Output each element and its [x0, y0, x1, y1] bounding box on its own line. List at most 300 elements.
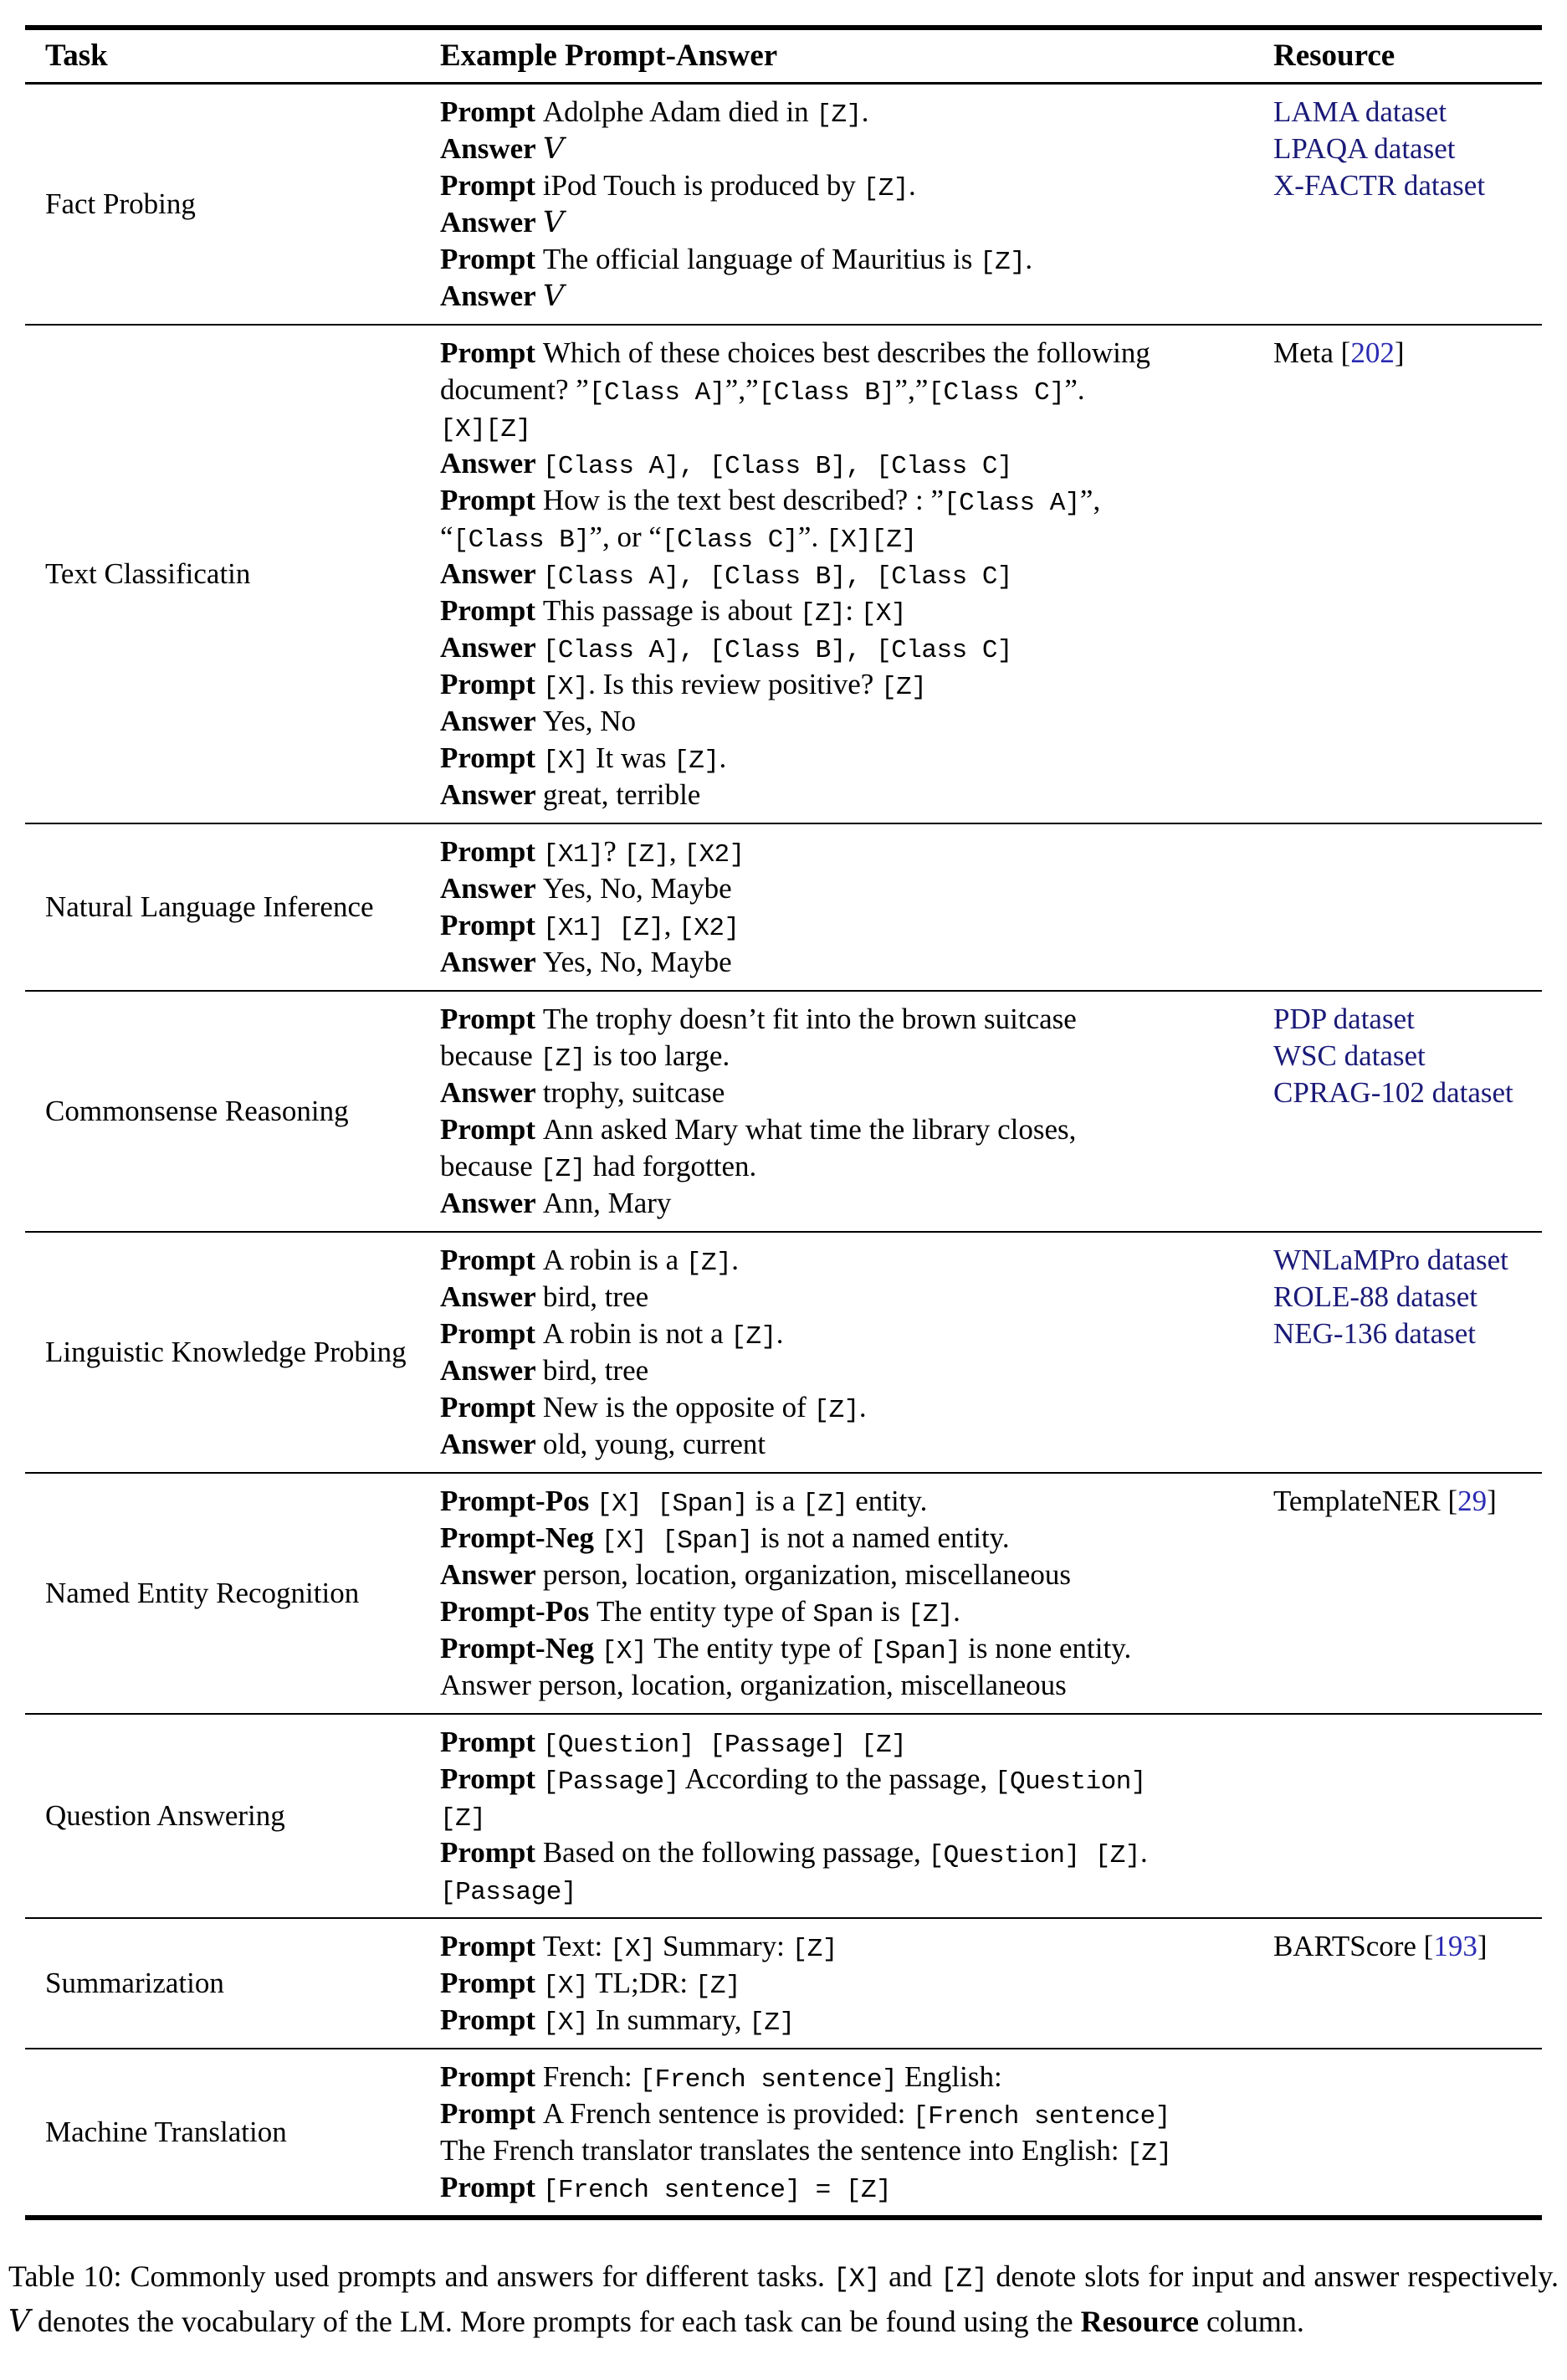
text-segment: Prompt: [440, 484, 543, 516]
text-segment: Prompt-Pos: [440, 1595, 597, 1628]
text-segment: because: [440, 1039, 540, 1072]
text-segment: ”,”: [894, 373, 929, 406]
text-segment: Answer: [440, 557, 543, 590]
text-segment: [Z]: [813, 1396, 859, 1425]
table-row: [25, 1715, 1542, 1919]
prompt-answer-line: [440, 592, 1253, 629]
prompt-answer-line: [440, 1483, 1253, 1520]
table-row: [25, 1919, 1542, 2049]
text-segment: [Z]: [540, 1044, 586, 1074]
resource-cell: [1253, 1001, 1542, 1222]
text-segment: document? ”: [440, 373, 589, 406]
task-cell: Fact Probing: [45, 187, 196, 220]
prompt-answer-line: [440, 482, 1253, 519]
text-segment: [Class C]: [928, 378, 1065, 408]
text-segment: ]: [1487, 1485, 1497, 1517]
text-segment: [Z]: [694, 1972, 741, 2001]
prompt-answer-line: [440, 1965, 1253, 2002]
text-segment: A robin is not a: [542, 1317, 731, 1350]
text-segment: Answer: [440, 1076, 543, 1109]
resource-cell: [1253, 834, 1542, 981]
prompt-answer-line: [440, 1038, 1253, 1075]
text-segment: [Z]: [800, 599, 846, 628]
text-segment: .: [1140, 1836, 1148, 1869]
text-segment: Answer: [440, 1558, 543, 1591]
text-segment: [Z]: [791, 1935, 837, 1964]
text-segment: ]: [1477, 1930, 1488, 1962]
text-segment: The entity type of: [647, 1632, 870, 1664]
text-segment: Answer: [440, 778, 543, 811]
text-segment: ”.: [797, 521, 826, 553]
example-prompt-answer-cell: [420, 834, 1253, 981]
text-segment: Text:: [542, 1930, 610, 1962]
text-segment: Prompt: [440, 2060, 543, 2093]
prompt-answer-line: [440, 278, 1253, 315]
task-cell: Question Answering: [45, 1799, 285, 1832]
text-segment: [X]: [542, 746, 589, 776]
text-segment: .: [953, 1595, 960, 1628]
text-segment: ”, or “: [589, 521, 662, 553]
text-segment: Prompt: [440, 835, 543, 868]
prompt-answer-line: [440, 1871, 1253, 1908]
text-segment: V: [542, 132, 565, 166]
prompt-answer-line: [440, 1557, 1253, 1593]
text-segment: Yes, No: [542, 705, 637, 737]
text-segment: is not a named entity.: [752, 1521, 1010, 1554]
resource-cell: [1253, 1724, 1542, 1908]
prompt-answer-line: [440, 1148, 1253, 1185]
text-segment: The entity type of: [596, 1595, 813, 1628]
text-segment: In summary,: [588, 2003, 750, 2036]
text-segment: Answer: [440, 447, 543, 480]
text-segment: Answer person, location, organization, miscellaneous: [440, 1669, 1067, 1701]
text-segment: Prompt: [440, 336, 543, 369]
resource-line: [1273, 131, 1542, 167]
example-prompt-answer-cell: [420, 94, 1253, 315]
text-segment: The official language of Mauritius is: [542, 243, 981, 275]
column-header-resource: Resource: [1273, 38, 1395, 73]
resource-line: [1273, 1001, 1542, 1038]
text-segment: This passage is about: [542, 594, 800, 627]
prompt-answer-line: [440, 629, 1253, 666]
text-segment: Prompt: [440, 1317, 543, 1350]
text-segment: Prompt-Pos: [440, 1485, 597, 1517]
text-segment: .: [719, 741, 727, 774]
text-segment: Prompt: [440, 243, 543, 275]
text-segment: BARTScore [: [1273, 1930, 1434, 1962]
text-segment: Prompt: [440, 909, 543, 941]
prompts-answers-table: [25, 25, 1542, 2220]
prompt-answer-line: [440, 1798, 1253, 1834]
table-caption: [8, 2255, 1559, 2343]
text-segment: Based on the following passage,: [542, 1836, 929, 1869]
prompt-answer-line: [440, 1075, 1253, 1111]
column-header-task: Task: [45, 38, 108, 73]
prompt-answer-line: [440, 666, 1253, 703]
prompt-answer-line: [440, 1761, 1253, 1798]
text-segment: denotes the vocabulary of the LM. More prompts for each task can be found using the: [30, 2305, 1081, 2338]
text-segment: [X]: [833, 2264, 881, 2295]
text-segment: [Z]: [440, 1804, 486, 1834]
text-segment: Ann, Mary: [542, 1187, 672, 1219]
text-segment: [X1] [Z]: [542, 914, 664, 943]
text-segment: [Class A], [Class B], [Class C]: [542, 636, 1013, 665]
text-segment: [Z]: [540, 1155, 586, 1184]
text-segment: .: [1025, 243, 1033, 275]
text-segment: Answer: [440, 872, 543, 905]
text-segment: Answer: [440, 1187, 543, 1219]
prompt-answer-line: [440, 1111, 1253, 1148]
text-segment: [Z]: [685, 1249, 732, 1278]
prompt-answer-line: [440, 241, 1253, 278]
text-segment: Prompt: [440, 741, 543, 774]
text-segment: Answer: [440, 631, 543, 664]
text-segment: is a: [748, 1485, 803, 1517]
text-segment: [Z]: [816, 100, 862, 130]
table-row: [25, 992, 1542, 1233]
text-segment: V: [542, 280, 565, 313]
text-segment: [Passage]: [440, 1878, 576, 1907]
text-segment: Prompt: [440, 1003, 543, 1035]
text-segment: iPod Touch is produced by: [542, 169, 863, 202]
resource-line: [1273, 1075, 1542, 1111]
prompt-answer-line: [440, 870, 1253, 907]
text-segment: trophy, suitcase: [542, 1076, 725, 1109]
text-segment: [Z]: [980, 248, 1026, 277]
resource-dataset-link[interactable]: WNLaMPro dataset: [1273, 1244, 1508, 1276]
resource-dataset-link[interactable]: ROLE-88 dataset: [1273, 1280, 1477, 1313]
text-segment: “: [440, 521, 453, 553]
citation-link[interactable]: 29: [1457, 1485, 1488, 1517]
text-segment: [Question] [Passage] [Z]: [542, 1731, 907, 1760]
prompt-answer-line: [440, 907, 1253, 944]
text-segment: [X2]: [679, 914, 740, 943]
text-segment: old, young, current: [542, 1428, 766, 1460]
text-segment: Answer: [440, 1354, 543, 1387]
text-segment: because: [440, 1150, 540, 1182]
text-segment: A robin is a: [542, 1244, 686, 1276]
text-segment: V: [8, 2305, 30, 2339]
prompt-answer-line: [440, 1667, 1253, 1704]
text-segment: Yes, No, Maybe: [542, 946, 732, 978]
text-segment: According to the passage,: [679, 1762, 995, 1795]
text-segment: had forgotten.: [585, 1150, 757, 1182]
text-segment: Resource: [1080, 2305, 1199, 2338]
text-segment: [X]: [542, 673, 589, 702]
text-segment: [Class A], [Class B], [Class C]: [542, 562, 1013, 592]
text-segment: [X] [Span]: [596, 1490, 748, 1519]
prompt-answer-line: [440, 1279, 1253, 1316]
prompt-answer-line: [440, 556, 1253, 592]
text-segment: person, location, organization, miscellaneous: [542, 1558, 1071, 1591]
resource-cell: [1253, 1242, 1542, 1463]
text-segment: Span: [812, 1600, 873, 1629]
resource-line: [1273, 1928, 1542, 1965]
prompt-answer-line: [440, 1242, 1253, 1279]
task-cell: Summarization: [45, 1967, 224, 1999]
table-body: [25, 85, 1542, 2215]
text-segment: Prompt: [440, 2171, 543, 2203]
prompt-answer-line: [440, 2169, 1253, 2206]
text-segment: Prompt: [440, 1930, 543, 1962]
prompt-answer-line: [440, 2095, 1253, 2132]
prompt-answer-line: [440, 372, 1253, 408]
text-segment: How is the text best described? : ”: [542, 484, 944, 516]
text-segment: [X][Z]: [440, 415, 531, 444]
text-segment: Table 10: Commonly used prompts and answers for different tasks.: [8, 2259, 833, 2293]
text-segment: [Class A], [Class B], [Class C]: [542, 452, 1013, 481]
resource-dataset-link[interactable]: CPRAG-102 dataset: [1273, 1076, 1513, 1109]
text-segment: Prompt: [440, 668, 543, 700]
text-segment: Answer: [440, 1280, 543, 1313]
table-row: [25, 1233, 1542, 1474]
text-segment: [Class A]: [943, 489, 1080, 518]
text-segment: [X]: [542, 2008, 589, 2038]
example-prompt-answer-cell: [420, 335, 1253, 813]
text-segment: is: [873, 1595, 908, 1628]
text-segment: Prompt: [440, 1836, 543, 1869]
text-segment: [Z]: [802, 1490, 848, 1519]
text-segment: ”,”: [725, 373, 759, 406]
prompt-answer-line: [440, 2002, 1253, 2039]
resource-dataset-link[interactable]: LPAQA dataset: [1273, 132, 1456, 165]
text-segment: .: [908, 169, 916, 202]
column-header-example-prompt-answer: Example Prompt-Answer: [440, 38, 778, 73]
prompt-answer-line: [440, 2132, 1253, 2169]
prompt-answer-line: [440, 1389, 1253, 1426]
text-segment: [Z]: [907, 1600, 954, 1629]
text-segment: Prompt: [440, 2003, 543, 2036]
resource-line: [1273, 94, 1542, 131]
prompt-answer-line: [440, 1724, 1253, 1761]
task-cell: Linguistic Knowledge Probing: [45, 1336, 407, 1368]
prompt-answer-line: [440, 167, 1253, 204]
text-segment: TemplateNER [: [1273, 1485, 1458, 1517]
resource-line: [1273, 167, 1542, 204]
text-segment: [X]: [542, 1972, 589, 2001]
resource-dataset-link[interactable]: WSC dataset: [1273, 1039, 1426, 1072]
text-segment: ”.: [1064, 373, 1085, 406]
prompt-answer-line: [440, 1316, 1253, 1352]
text-segment: Meta [: [1273, 336, 1351, 369]
text-segment: Which of these choices best describes the following: [542, 336, 1150, 369]
resource-line: [1273, 1242, 1542, 1279]
text-segment: [French sentence]: [639, 2065, 898, 2095]
resource-line: [1273, 335, 1542, 372]
text-segment: is none entity.: [960, 1632, 1132, 1664]
resource-line: [1273, 1279, 1542, 1316]
resource-cell: [1253, 1483, 1542, 1704]
prompt-answer-line: [440, 408, 1253, 445]
text-segment: [Z]: [881, 673, 927, 702]
prompt-answer-line: [440, 445, 1253, 482]
prompt-answer-line: [440, 703, 1253, 740]
text-segment: [Question] [Z]: [928, 1841, 1141, 1870]
text-segment: entity.: [848, 1485, 928, 1517]
citation-link[interactable]: 202: [1350, 336, 1395, 369]
example-prompt-answer-cell: [420, 1928, 1253, 2039]
resource-dataset-link[interactable]: PDP dataset: [1273, 1003, 1415, 1035]
text-segment: is too large.: [585, 1039, 730, 1072]
resource-line: [1273, 1316, 1542, 1352]
text-segment: [Z]: [623, 840, 669, 869]
resource-line: [1273, 1038, 1542, 1075]
example-prompt-answer-cell: [420, 1242, 1253, 1463]
resource-cell: [1253, 94, 1542, 315]
table-row: [25, 326, 1542, 824]
text-segment: . Is this review positive?: [588, 668, 882, 700]
text-segment: [Z]: [673, 746, 719, 776]
text-segment: Adolphe Adam died in: [542, 95, 817, 128]
prompt-answer-line: [440, 944, 1253, 981]
prompt-answer-line: [440, 94, 1253, 131]
text-segment: [Z]: [730, 1322, 776, 1352]
citation-link[interactable]: 193: [1433, 1930, 1477, 1962]
text-segment: A French sentence is provided:: [542, 2097, 914, 2130]
text-segment: TL;DR:: [588, 1967, 695, 1999]
text-segment: Yes, No, Maybe: [542, 872, 732, 905]
text-segment: [X] [Span]: [601, 1526, 753, 1556]
text-segment: Prompt-Neg: [440, 1632, 602, 1664]
text-segment: [Z]: [749, 2008, 795, 2038]
prompt-answer-line: [440, 1185, 1253, 1222]
table-row: [25, 85, 1542, 326]
text-segment: [X]: [609, 1935, 656, 1964]
text-segment: ,: [668, 835, 684, 868]
resource-dataset-link[interactable]: LAMA dataset: [1273, 95, 1447, 128]
text-segment: Prompt: [440, 1113, 543, 1146]
prompt-answer-line: [440, 204, 1253, 241]
task-cell: Natural Language Inference: [45, 890, 374, 923]
text-segment: [Z]: [863, 174, 909, 203]
prompt-answer-line: [440, 1520, 1253, 1557]
text-segment: ,: [663, 909, 679, 941]
prompt-answer-line: [440, 519, 1253, 556]
text-segment: [X][Z]: [825, 526, 917, 555]
text-segment: Answer: [440, 946, 543, 978]
prompt-answer-line: [440, 1001, 1253, 1038]
resource-cell: [1253, 335, 1542, 813]
prompt-answer-line: [440, 1426, 1253, 1463]
text-segment: The French translator translates the sentence into English:: [440, 2134, 1127, 2167]
text-segment: .: [858, 1391, 867, 1423]
text-segment: The trophy doesn’t fit into the brown suitcase: [542, 1003, 1077, 1035]
text-segment: bird, tree: [542, 1354, 649, 1387]
text-segment: Summary:: [655, 1930, 792, 1962]
text-segment: [Question]: [994, 1767, 1146, 1797]
task-cell: Named Entity Recognition: [45, 1577, 360, 1609]
prompt-answer-line: [440, 1352, 1253, 1389]
prompt-answer-line: [440, 1928, 1253, 1965]
resource-line: [1273, 1483, 1542, 1520]
text-segment: Answer: [440, 206, 543, 239]
prompt-answer-line: [440, 777, 1253, 813]
task-cell: Machine Translation: [45, 2116, 287, 2148]
text-segment: It was: [588, 741, 674, 774]
resource-dataset-link[interactable]: NEG-136 dataset: [1273, 1317, 1477, 1350]
text-segment: Answer: [440, 1428, 543, 1460]
text-segment: New is the opposite of: [542, 1391, 814, 1423]
text-segment: .: [861, 95, 869, 128]
text-segment: ]: [1394, 336, 1405, 369]
text-segment: Prompt: [440, 1762, 543, 1795]
text-segment: Prompt: [440, 1967, 543, 1999]
resource-cell: [1253, 2059, 1542, 2206]
text-segment: Prompt-Neg: [440, 1521, 602, 1554]
prompt-answer-line: [440, 740, 1253, 777]
text-segment: :: [845, 594, 861, 627]
text-segment: bird, tree: [542, 1280, 649, 1313]
prompt-answer-line: [440, 1593, 1253, 1630]
text-segment: Answer: [440, 280, 543, 312]
prompt-answer-line: [440, 1834, 1253, 1871]
task-cell: Commonsense Reasoning: [45, 1095, 349, 1127]
text-segment: column.: [1198, 2305, 1304, 2338]
text-segment: denote slots for input and answer respectively.: [987, 2259, 1559, 2293]
text-segment: [Span]: [869, 1637, 961, 1666]
text-segment: [X2]: [684, 840, 745, 869]
table-row: [25, 1474, 1542, 1715]
text-segment: [Z]: [1126, 2139, 1172, 2168]
text-segment: great, terrible: [542, 778, 701, 811]
text-segment: [X1]: [542, 840, 604, 869]
example-prompt-answer-cell: [420, 2059, 1253, 2206]
resource-dataset-link[interactable]: X-FACTR dataset: [1273, 169, 1486, 202]
prompt-answer-line: [440, 1630, 1253, 1667]
text-segment: Prompt: [440, 1391, 543, 1423]
text-segment: [Z]: [940, 2264, 988, 2295]
example-prompt-answer-cell: [420, 1483, 1253, 1704]
text-segment: Prompt: [440, 169, 543, 202]
example-prompt-answer-cell: [420, 1724, 1253, 1908]
text-segment: English:: [897, 2060, 1002, 2093]
resource-cell: [1253, 1928, 1542, 2039]
text-segment: Prompt: [440, 1726, 543, 1758]
text-segment: Ann asked Mary what time the library closes,: [542, 1113, 1077, 1146]
text-segment: [Class A]: [588, 378, 725, 408]
text-segment: .: [776, 1317, 784, 1350]
text-segment: Prompt: [440, 95, 543, 128]
text-segment: Prompt: [440, 594, 543, 627]
text-segment: Prompt: [440, 1244, 543, 1276]
text-segment: [French sentence] = [Z]: [542, 2176, 892, 2205]
text-segment: Prompt: [440, 2097, 543, 2130]
example-prompt-answer-cell: [420, 1001, 1253, 1222]
text-segment: Answer: [440, 705, 543, 737]
table-header-row: [25, 30, 1542, 85]
text-segment: [Class C]: [661, 526, 798, 555]
text-segment: [Class B]: [758, 378, 895, 408]
prompt-answer-line: [440, 335, 1253, 372]
text-segment: Answer: [440, 132, 543, 165]
text-segment: [X]: [860, 599, 907, 628]
prompt-answer-line: [440, 131, 1253, 167]
text-segment: [French sentence]: [913, 2102, 1170, 2131]
text-segment: V: [542, 206, 565, 239]
task-cell: Text Classificatin: [45, 557, 251, 590]
text-segment: ”,: [1079, 484, 1101, 516]
text-segment: French:: [542, 2060, 640, 2093]
prompt-answer-line: [440, 2059, 1253, 2095]
text-segment: and: [880, 2259, 941, 2293]
text-segment: ?: [603, 835, 624, 868]
prompt-answer-line: [440, 834, 1253, 870]
text-segment: .: [731, 1244, 739, 1276]
text-segment: [Class B]: [453, 526, 590, 555]
text-segment: [Passage]: [542, 1767, 679, 1797]
text-segment: [X]: [601, 1637, 648, 1666]
table-row: [25, 824, 1542, 992]
